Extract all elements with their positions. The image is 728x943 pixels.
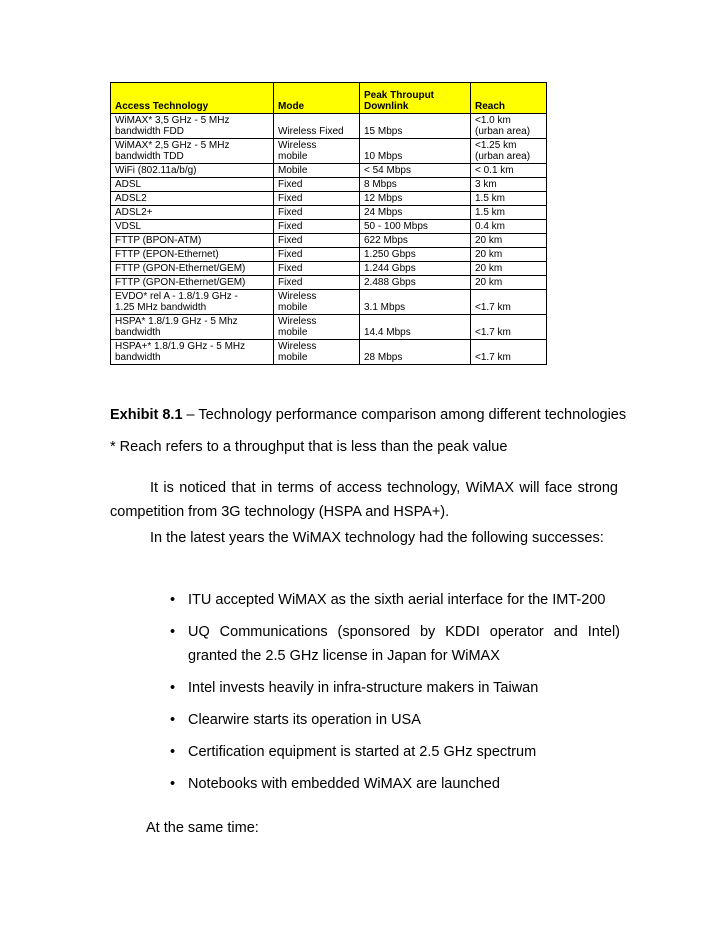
cell-technology: EVDO* rel A - 1.8/1.9 GHz - 1.25 MHz bandwidth (111, 290, 274, 315)
cell-mode: Mobile (274, 164, 360, 178)
cell-reach: <1.25 km (urban area) (471, 139, 547, 164)
cell-reach: < 0.1 km (471, 164, 547, 178)
list-item (150, 620, 620, 668)
table-row (111, 220, 547, 234)
cell-throughput: 3.1 Mbps (360, 290, 471, 315)
cell-mode: Fixed (274, 248, 360, 262)
table-row (111, 276, 547, 290)
list-item (150, 772, 620, 796)
table-row (111, 340, 547, 365)
cell-technology: ADSL2+ (111, 206, 274, 220)
list-item (150, 588, 620, 612)
bullet-icon: • (170, 592, 176, 608)
paragraph-successes-intro: In the latest years the WiMAX technology had the following successes: (150, 530, 604, 546)
list-item-text: UQ Communications (sponsored by KDDI operator and Intel) granted the 2.5 GHz license in Japan for WiMAX (188, 624, 620, 664)
header-peak-throughput: Peak Throuput Downlink (360, 83, 471, 114)
list-item-text: Notebooks with embedded WiMAX are launched (188, 776, 500, 792)
cell-throughput: 12 Mbps (360, 192, 471, 206)
table-row (111, 206, 547, 220)
cell-technology: ADSL (111, 178, 274, 192)
technology-comparison-table (110, 82, 547, 365)
list-item (150, 708, 620, 732)
cell-mode: Fixed (274, 276, 360, 290)
cell-mode: Fixed (274, 234, 360, 248)
bullet-icon: • (170, 624, 176, 640)
exhibit-caption (110, 405, 630, 425)
cell-reach: 1.5 km (471, 206, 547, 220)
cell-reach: 0.4 km (471, 220, 547, 234)
cell-throughput: 50 - 100 Mbps (360, 220, 471, 234)
cell-technology: HSPA* 1.8/1.9 GHz - 5 Mhz bandwidth (111, 315, 274, 340)
cell-technology: VDSL (111, 220, 274, 234)
cell-throughput: 622 Mbps (360, 234, 471, 248)
table-header-row (111, 83, 547, 114)
cell-reach: 1.5 km (471, 192, 547, 206)
cell-mode: Wireless mobile (274, 290, 360, 315)
cell-technology: FTTP (EPON-Ethernet) (111, 248, 274, 262)
list-item-text: Intel invests heavily in infra-structure makers in Taiwan (188, 680, 539, 696)
cell-throughput: 1.250 Gbps (360, 248, 471, 262)
exhibit-label: Exhibit 8.1 (110, 407, 183, 423)
cell-mode: Fixed (274, 178, 360, 192)
cell-technology: FTTP (GPON-Ethernet/GEM) (111, 276, 274, 290)
cell-mode: Wireless mobile (274, 340, 360, 365)
cell-technology: WiFi (802.11a/b/g) (111, 164, 274, 178)
list-item (150, 676, 620, 700)
cell-technology: WiMAX* 3,5 GHz - 5 MHz bandwidth FDD (111, 114, 274, 139)
cell-reach: <1.7 km (471, 290, 547, 315)
cell-technology: FTTP (GPON-Ethernet/GEM) (111, 262, 274, 276)
exhibit-caption-text: – Technology performance comparison among different technologies (182, 407, 627, 423)
bullet-icon: • (170, 744, 176, 760)
header-reach: Reach (471, 83, 547, 114)
cell-mode: Wireless Fixed (274, 114, 360, 139)
cell-mode: Fixed (274, 262, 360, 276)
cell-technology: ADSL2 (111, 192, 274, 206)
cell-mode: Fixed (274, 206, 360, 220)
cell-technology: WiMAX* 2,5 GHz - 5 MHz bandwidth TDD (111, 139, 274, 164)
table-row (111, 114, 547, 139)
table-row (111, 192, 547, 206)
cell-throughput: 28 Mbps (360, 340, 471, 365)
bullet-icon: • (170, 680, 176, 696)
table-row (111, 248, 547, 262)
cell-mode: Wireless mobile (274, 139, 360, 164)
list-item-text: Clearwire starts its operation in USA (188, 712, 421, 728)
successes-list (150, 588, 620, 804)
paragraph-competition: It is noticed that in terms of access technology, WiMAX will face strong competition from 3G technology (HSPA and HSPA+). (110, 480, 618, 520)
table-row (111, 262, 547, 276)
cell-throughput: 1.244 Gbps (360, 262, 471, 276)
cell-throughput: 10 Mbps (360, 139, 471, 164)
cell-throughput: 15 Mbps (360, 114, 471, 139)
cell-throughput: < 54 Mbps (360, 164, 471, 178)
cell-technology: FTTP (BPON-ATM) (111, 234, 274, 248)
list-item-text: Certification equipment is started at 2.5 GHz spectrum (188, 744, 537, 760)
cell-throughput: 8 Mbps (360, 178, 471, 192)
table-row (111, 290, 547, 315)
cell-throughput: 14.4 Mbps (360, 315, 471, 340)
cell-reach: <1.7 km (471, 340, 547, 365)
table-row (111, 164, 547, 178)
bullet-icon: • (170, 776, 176, 792)
cell-reach: 20 km (471, 262, 547, 276)
cell-reach: <1.7 km (471, 315, 547, 340)
list-item-text: ITU accepted WiMAX as the sixth aerial interface for the IMT-200 (188, 592, 606, 608)
cell-reach: 20 km (471, 234, 547, 248)
list-item (150, 740, 620, 764)
table-row (111, 139, 547, 164)
table-row (111, 234, 547, 248)
reach-footnote: * Reach refers to a throughput that is less than the peak value (110, 439, 508, 455)
cell-mode: Fixed (274, 192, 360, 206)
cell-reach: 20 km (471, 276, 547, 290)
header-access-technology: Access Technology (111, 83, 274, 114)
cell-mode: Wireless mobile (274, 315, 360, 340)
cell-reach: 3 km (471, 178, 547, 192)
table-row (111, 178, 547, 192)
cell-throughput: 24 Mbps (360, 206, 471, 220)
cell-reach: 20 km (471, 248, 547, 262)
cell-throughput: 2.488 Gbps (360, 276, 471, 290)
cell-reach: <1.0 km (urban area) (471, 114, 547, 139)
cell-technology: HSPA+* 1.8/1.9 GHz - 5 MHz bandwidth (111, 340, 274, 365)
table-row (111, 315, 547, 340)
paragraph-same-time: At the same time: (146, 820, 259, 836)
header-mode: Mode (274, 83, 360, 114)
cell-mode: Fixed (274, 220, 360, 234)
bullet-icon: • (170, 712, 176, 728)
